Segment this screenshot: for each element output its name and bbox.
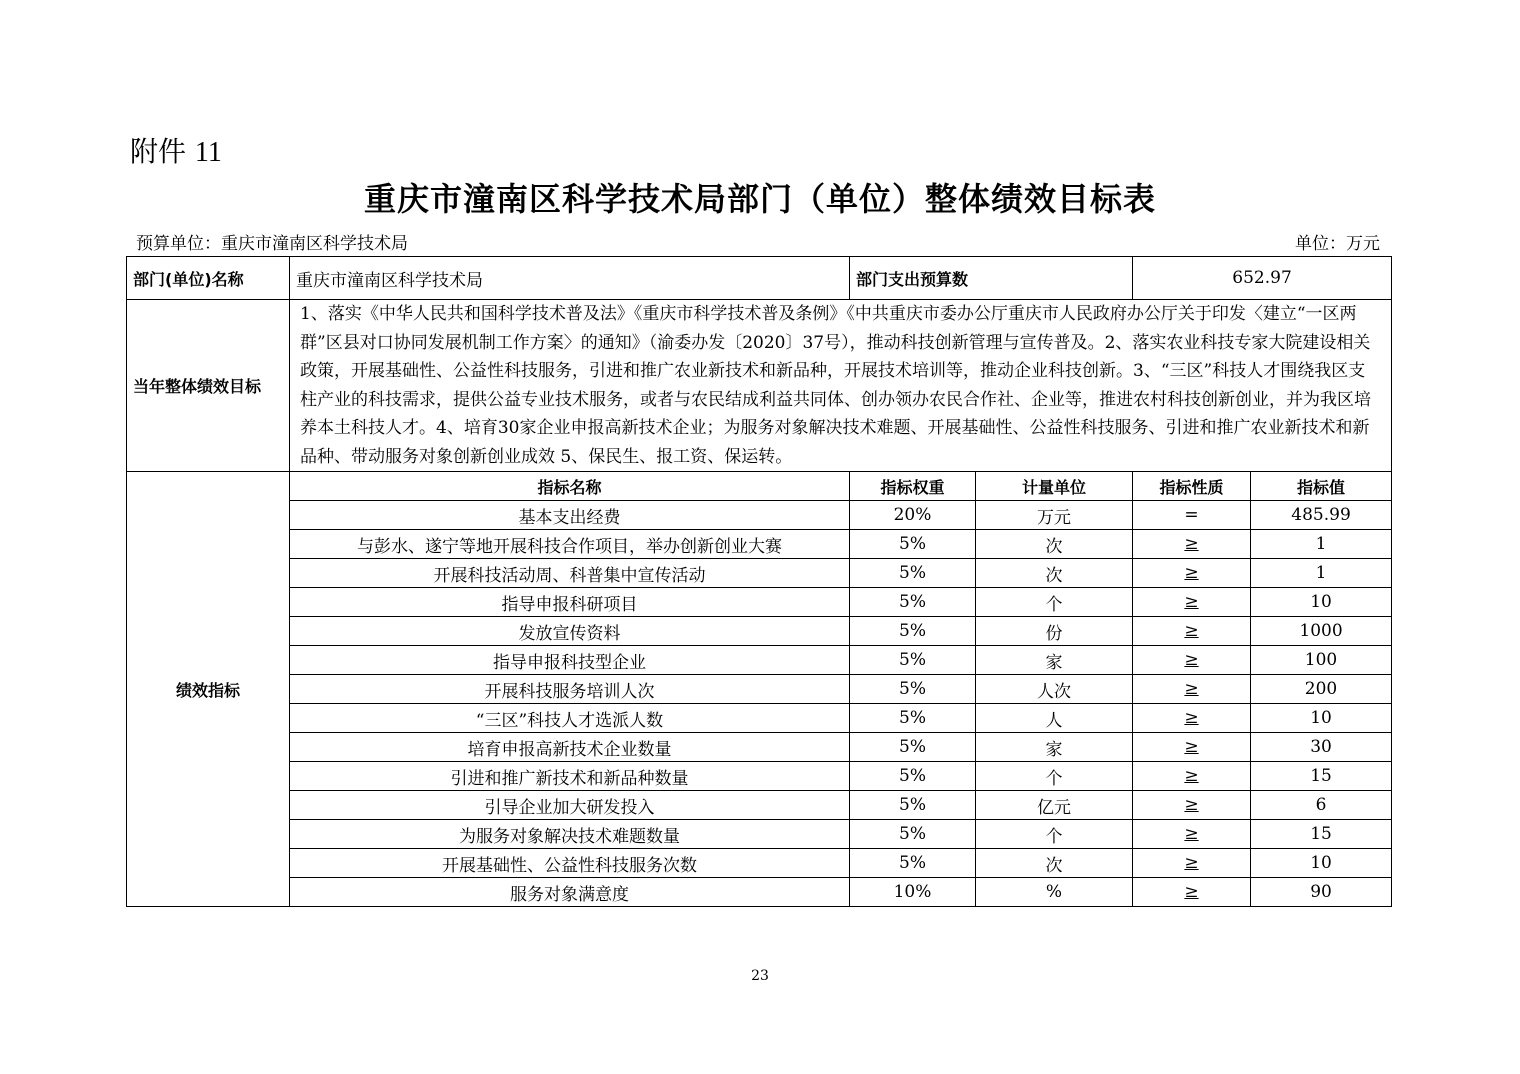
indicator-nature: ≥ <box>1133 617 1251 646</box>
page-number: 23 <box>751 968 769 984</box>
indicator-nature: ≥ <box>1133 675 1251 704</box>
indicator-name: 指导申报科研项目 <box>290 588 850 617</box>
indicator-unit: 人次 <box>976 675 1133 704</box>
indicator-name: 开展科技活动周、科普集中宣传活动 <box>290 559 850 588</box>
indicator-unit: 次 <box>976 530 1133 559</box>
indicator-row <box>127 878 1392 907</box>
indicator-name: 发放宣传资料 <box>290 617 850 646</box>
header-weight: 指标权重 <box>850 472 976 501</box>
indicator-unit: 亿元 <box>976 791 1133 820</box>
indicator-row <box>127 791 1392 820</box>
indicators-label: 绩效指标 <box>127 472 290 907</box>
attachment-label <box>130 130 222 170</box>
indicator-name: 引进和推广新技术和新品种数量 <box>290 762 850 791</box>
indicator-weight: 5% <box>850 675 976 704</box>
goal-row <box>127 300 1392 472</box>
indicator-value: 90 <box>1251 878 1392 907</box>
attachment-prefix: 附件 <box>130 135 187 168</box>
goal-label: 当年整体绩效目标 <box>127 300 290 472</box>
indicator-weight: 5% <box>850 559 976 588</box>
dept-name-value: 重庆市潼南区科学技术局 <box>290 257 850 300</box>
indicator-weight: 5% <box>850 588 976 617</box>
indicator-value: 10 <box>1251 849 1392 878</box>
indicator-name: 基本支出经费 <box>290 501 850 530</box>
indicator-row <box>127 733 1392 762</box>
indicator-name: 为服务对象解决技术难题数量 <box>290 820 850 849</box>
indicator-name: 指导申报科技型企业 <box>290 646 850 675</box>
indicator-nature: ≥ <box>1133 820 1251 849</box>
indicator-row <box>127 588 1392 617</box>
indicator-nature: ≥ <box>1133 733 1251 762</box>
indicator-unit: 次 <box>976 559 1133 588</box>
indicator-unit: 个 <box>976 588 1133 617</box>
indicator-nature: ≥ <box>1133 878 1251 907</box>
indicator-nature: ≥ <box>1133 791 1251 820</box>
dept-row <box>127 257 1392 300</box>
indicator-nature: ≥ <box>1133 849 1251 878</box>
budget-unit: 预算单位：重庆市潼南区科学技术局 <box>136 234 408 254</box>
indicator-name: “三区”科技人才选派人数 <box>290 704 850 733</box>
indicator-weight: 5% <box>850 704 976 733</box>
page-title: 重庆市潼南区科学技术局部门（单位）整体绩效目标表 <box>363 180 1156 218</box>
indicator-nature: ≥ <box>1133 530 1251 559</box>
header-indicator-name: 指标名称 <box>290 472 850 501</box>
indicator-row <box>127 820 1392 849</box>
indicator-nature: ≥ <box>1133 559 1251 588</box>
indicator-row <box>127 849 1392 878</box>
indicator-unit: 份 <box>976 617 1133 646</box>
indicator-row <box>127 617 1392 646</box>
indicator-value: 6 <box>1251 791 1392 820</box>
performance-table <box>126 256 1392 907</box>
indicator-name: 服务对象满意度 <box>290 878 850 907</box>
indicator-unit: 次 <box>976 849 1133 878</box>
indicator-name: 与彭水、遂宁等地开展科技合作项目，举办创新创业大赛 <box>290 530 850 559</box>
indicator-weight: 5% <box>850 617 976 646</box>
indicator-value: 15 <box>1251 762 1392 791</box>
indicator-weight: 5% <box>850 849 976 878</box>
indicator-row <box>127 704 1392 733</box>
header-value: 指标值 <box>1251 472 1392 501</box>
indicator-value: 10 <box>1251 588 1392 617</box>
indicator-weight: 5% <box>850 820 976 849</box>
currency-unit: 单位：万元 <box>1295 234 1380 254</box>
indicator-nature: ≥ <box>1133 704 1251 733</box>
indicator-nature: ≥ <box>1133 646 1251 675</box>
indicator-value: 1000 <box>1251 617 1392 646</box>
indicator-row <box>127 646 1392 675</box>
indicator-weight: 10% <box>850 878 976 907</box>
dept-name-label: 部门(单位)名称 <box>127 257 290 300</box>
indicator-weight: 5% <box>850 646 976 675</box>
indicator-unit: 人 <box>976 704 1133 733</box>
indicator-unit: % <box>976 878 1133 907</box>
header-unit: 计量单位 <box>976 472 1133 501</box>
dept-budget-value: 652.97 <box>1133 257 1392 300</box>
goal-text: 1、落实《中华人民共和国科学技术普及法》《重庆市科学技术普及条例》《中共重庆市委办公厅重庆市人民政府办公厅关于印发〈建立“一区两群”区县对口协同发展机制工作方案〉的通知》（渝委办发〔2020〕37号），推动科技创新管理与宣传普及。2、落实农业科技专家大院建设相关政策，开展基础性、公益性科技服务，引进和推广农业新技术和新品种，开展技术培训等，推动企业科技创新。3、“三区”科技人才围绕我区支柱产业的科技需求，提供公益专业技术服务，或者与农民结成利益共同体、创办领办农民合作社、企业等，推进农村科技创新创业，并为我区培养本土科技人才。4、培育30家企业申报高新技术企业；为服务对象解决技术难题、开展基础性、公益性科技服务、引进和推广农业新技术和新品种、带动服务对象创新创业成效 5、保民生、报工资、保运转。 <box>290 300 1392 472</box>
dept-budget-label: 部门支出预算数 <box>850 257 1133 300</box>
indicator-header-row <box>127 472 1392 501</box>
indicator-value: 15 <box>1251 820 1392 849</box>
header-nature: 指标性质 <box>1133 472 1251 501</box>
indicator-name: 开展科技服务培训人次 <box>290 675 850 704</box>
indicator-value: 100 <box>1251 646 1392 675</box>
indicator-value: 30 <box>1251 733 1392 762</box>
indicator-value: 10 <box>1251 704 1392 733</box>
indicator-value: 1 <box>1251 559 1392 588</box>
indicator-unit: 个 <box>976 762 1133 791</box>
indicator-row <box>127 530 1392 559</box>
indicator-nature: ≥ <box>1133 762 1251 791</box>
attachment-number: 11 <box>194 137 222 168</box>
indicator-value: 485.99 <box>1251 501 1392 530</box>
indicator-weight: 5% <box>850 791 976 820</box>
indicator-row <box>127 501 1392 530</box>
table-caption <box>136 229 1380 255</box>
indicator-name: 引导企业加大研发投入 <box>290 791 850 820</box>
indicator-name: 开展基础性、公益性科技服务次数 <box>290 849 850 878</box>
indicator-weight: 5% <box>850 762 976 791</box>
indicator-weight: 20% <box>850 501 976 530</box>
indicator-unit: 家 <box>976 733 1133 762</box>
indicator-unit: 个 <box>976 820 1133 849</box>
indicator-row <box>127 559 1392 588</box>
indicator-row <box>127 675 1392 704</box>
indicator-row <box>127 762 1392 791</box>
indicator-name: 培育申报高新技术企业数量 <box>290 733 850 762</box>
indicator-weight: 5% <box>850 530 976 559</box>
indicator-unit: 家 <box>976 646 1133 675</box>
indicator-value: 1 <box>1251 530 1392 559</box>
indicator-unit: 万元 <box>976 501 1133 530</box>
indicator-weight: 5% <box>850 733 976 762</box>
indicator-nature: ≥ <box>1133 588 1251 617</box>
indicator-nature: = <box>1133 501 1251 530</box>
indicator-value: 200 <box>1251 675 1392 704</box>
